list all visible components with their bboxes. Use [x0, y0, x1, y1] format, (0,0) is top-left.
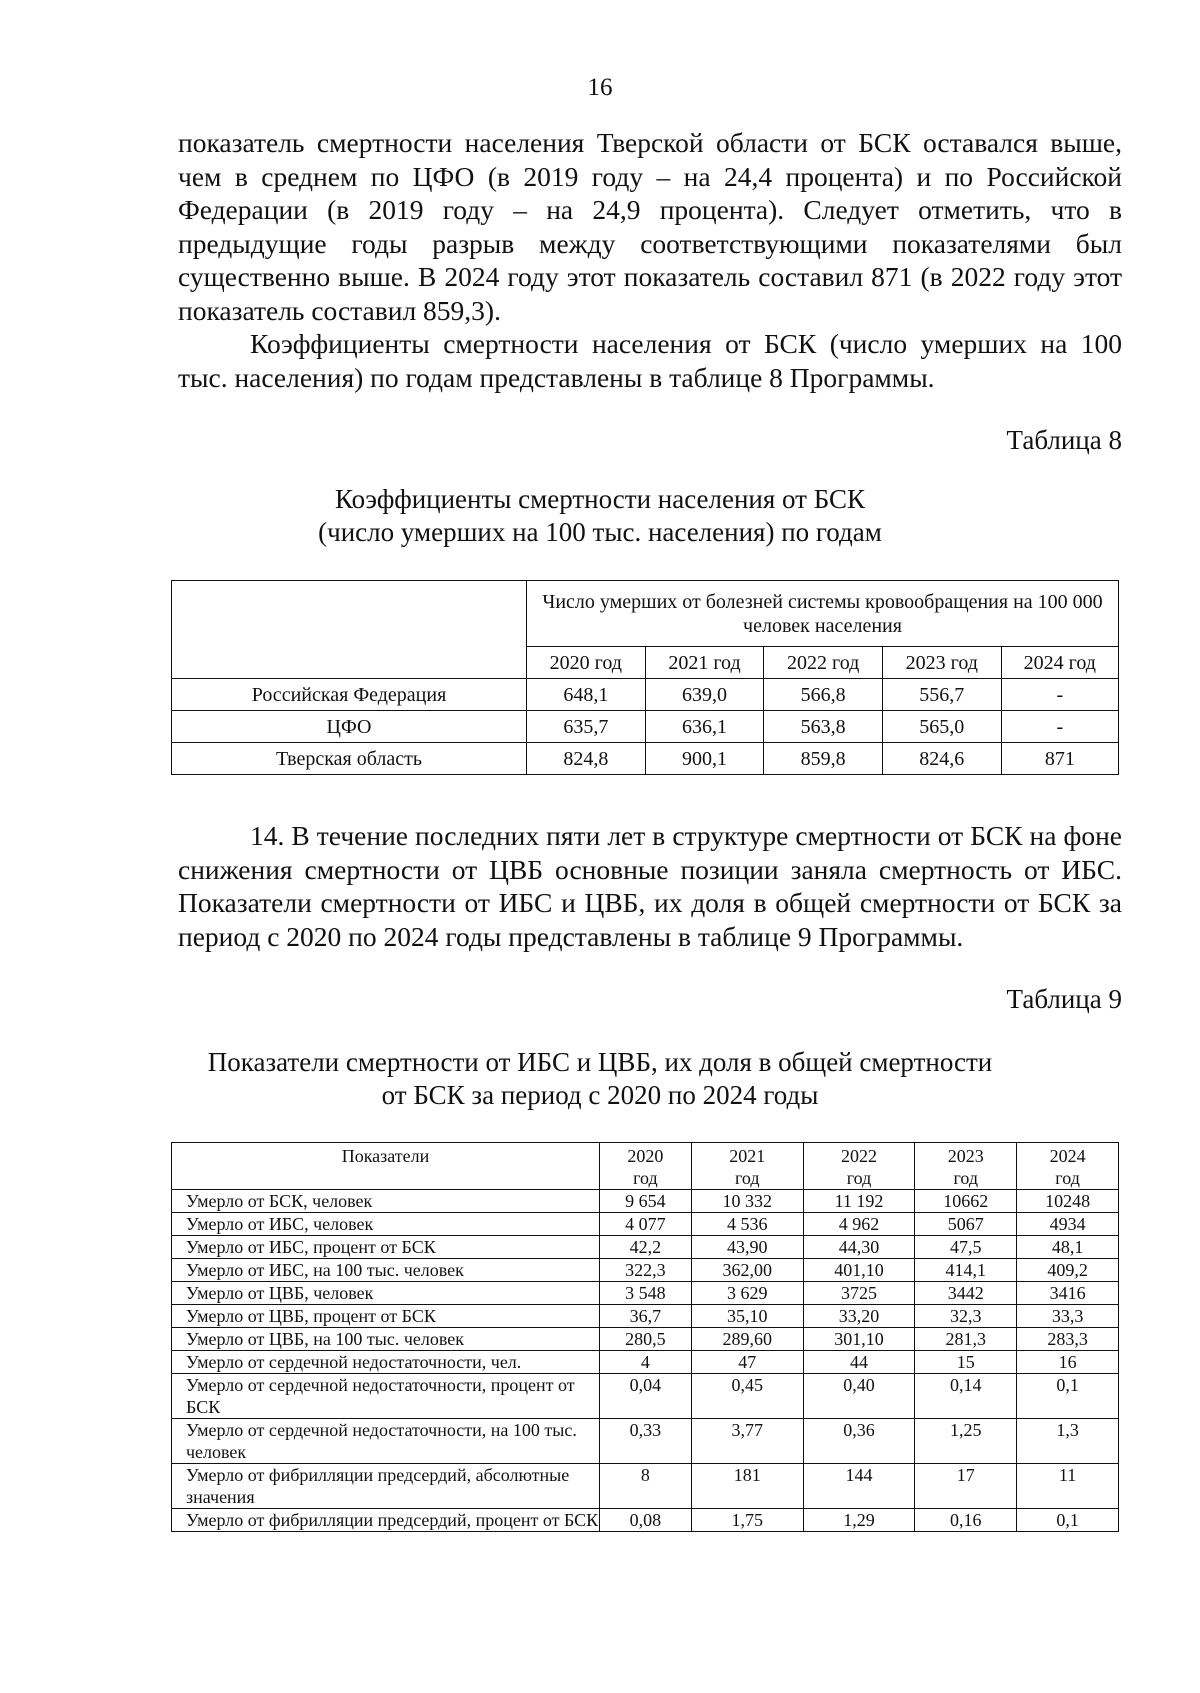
table9-cell: 4934	[1017, 1213, 1119, 1236]
table9-cell: 36,7	[600, 1305, 692, 1328]
table8-title-line1: Коэффициенты смертности населения от БСК	[334, 484, 866, 514]
table8-row	[172, 711, 1119, 743]
table9-year-header	[915, 1143, 1017, 1190]
table8-cell: 639,0	[645, 679, 764, 711]
table9-year-unit: год	[953, 1168, 979, 1188]
table9-row-label: Умерло от ЦВБ, на 100 тыс. человек	[172, 1328, 600, 1351]
table9-row-label: Умерло от ЦВБ, человек	[172, 1282, 600, 1305]
table9-cell: 362,00	[691, 1259, 803, 1282]
table8-row-label: Российская Федерация	[172, 679, 527, 711]
table8-year-header: 2021 год	[645, 647, 764, 679]
table9-year-unit: год	[734, 1168, 760, 1188]
table9-cell: 280,5	[600, 1328, 692, 1351]
page-number: 16	[587, 74, 613, 101]
table9-cell: 4 077	[600, 1213, 692, 1236]
table9-cell: 4	[600, 1351, 692, 1374]
table9-row	[172, 1236, 1119, 1259]
table9-cell: 401,10	[803, 1259, 915, 1282]
table8-cell: 824,6	[882, 743, 1001, 775]
table9-cell: 47,5	[915, 1236, 1017, 1259]
paragraph-table8-reference: Коэффициенты смертности населения от БСК (число умерших на 100 тыс. населения) по годам представлены в таблице 8 Программы.	[178, 328, 1122, 393]
table9-row-label: Умерло от фибрилляции предсердий, процент от БСК	[172, 1509, 600, 1532]
table9-cell: 3725	[803, 1282, 915, 1305]
table9-cell: 10248	[1017, 1190, 1119, 1213]
table8-year-header: 2022 год	[764, 647, 883, 679]
table8-cell: 824,8	[527, 743, 646, 775]
table9-year: 2020	[627, 1146, 664, 1166]
table9-cell: 5067	[915, 1213, 1017, 1236]
table9-cell: 0,1	[1017, 1509, 1119, 1532]
table8-cell: 900,1	[645, 743, 764, 775]
table9-year-unit: год	[846, 1168, 872, 1188]
table9-cell: 33,20	[803, 1305, 915, 1328]
table9-row	[172, 1213, 1119, 1236]
table9-cell: 3 629	[691, 1282, 803, 1305]
table8-cell: 859,8	[764, 743, 883, 775]
table9-cell: 3,77	[691, 1419, 803, 1464]
table9-cell: 3442	[915, 1282, 1017, 1305]
table9-title	[0, 1046, 1200, 1112]
table9-row	[172, 1190, 1119, 1213]
table9-row-label: Умерло от ЦВБ, процент от БСК	[172, 1305, 600, 1328]
table9-cell: 42,2	[600, 1236, 692, 1259]
table9-year: 2023	[947, 1146, 984, 1166]
table9-year-header	[600, 1143, 692, 1190]
table9-cell: 43,90	[691, 1236, 803, 1259]
table9-cell: 47	[691, 1351, 803, 1374]
table9-row	[172, 1464, 1119, 1509]
paragraph-bsk-mortality-comparison: показатель смертности населения Тверской области от БСК оставался выше, чем в среднем по ЦФО (в 2019 году – на 24,4 процента) и по Российской Федерации (в 2019 году – на 24,9 процента). Следует отметить, что в предыдущие годы разрыв между соответствующими показателями был существенно выше. В 2024 году этот показатель составил 871 (в 2022 году этот показатель составил 859,3).	[178, 127, 1122, 326]
table9-cell: 1,3	[1017, 1419, 1119, 1464]
paragraph-section-14: 14. В течение последних пяти лет в структуре смертности от БСК на фоне снижения смертности от ЦВБ основные позиции заняла смертность от ИБС. Показатели смертности от ИБС и ЦВБ, их доля в общей смертности от БСК за период с 2020 по 2024 годы представлены в таблице 9 Программы.	[178, 820, 1122, 952]
table9-cell: 44	[803, 1351, 915, 1374]
table9-year-unit: год	[633, 1168, 658, 1188]
table8-group-header: Число умерших от болезней системы кровообращения на 100 000 человек населения	[527, 581, 1119, 647]
table9-row	[172, 1282, 1119, 1305]
table9-cell: 1,29	[803, 1509, 915, 1532]
table9-cell: 283,3	[1017, 1328, 1119, 1351]
table9-year-unit: год	[1055, 1168, 1080, 1188]
table9-cell: 16	[1017, 1351, 1119, 1374]
table9-row	[172, 1419, 1119, 1464]
table8	[171, 580, 1119, 775]
table9-cell: 10662	[915, 1190, 1017, 1213]
table9-cell: 1,25	[915, 1419, 1017, 1464]
table8-cell: 556,7	[882, 679, 1001, 711]
table9-cell: 0,08	[600, 1509, 692, 1532]
table8-title	[0, 483, 1200, 549]
table9-cell: 11	[1017, 1464, 1119, 1509]
table9-caption: Таблица 9	[1006, 984, 1122, 1014]
table9-header-label-text: Показатели	[341, 1146, 430, 1166]
table9-cell: 322,3	[600, 1259, 692, 1282]
table9-year-header	[803, 1143, 915, 1190]
table8-year-header: 2023 год	[882, 647, 1001, 679]
table9-cell: 0,04	[600, 1374, 692, 1419]
table9-cell: 33,3	[1017, 1305, 1119, 1328]
table9-cell: 144	[803, 1464, 915, 1509]
table9-cell: 32,3	[915, 1305, 1017, 1328]
table9-year: 2021	[729, 1146, 766, 1166]
table8-row-label: ЦФО	[172, 711, 527, 743]
table8-cell: 648,1	[527, 679, 646, 711]
table9-cell: 281,3	[915, 1328, 1017, 1351]
table9-cell: 0,40	[803, 1374, 915, 1419]
table9-cell: 10 332	[691, 1190, 803, 1213]
table9-year-header	[1017, 1143, 1119, 1190]
table8-caption: Таблица 8	[1006, 425, 1122, 455]
table9-row-label: Умерло от сердечной недостаточности, на 100 тыс. человек	[172, 1419, 600, 1464]
table9-cell: 181	[691, 1464, 803, 1509]
table9-cell: 301,10	[803, 1328, 915, 1351]
table9-row-label: Умерло от фибрилляции предсердий, абсолютные значения	[172, 1464, 600, 1509]
table8-cell: -	[1001, 679, 1118, 711]
table9	[171, 1142, 1119, 1532]
table9-row-label: Умерло от БСК, человек	[172, 1190, 600, 1213]
table8-corner-cell	[172, 581, 527, 679]
table9-row	[172, 1305, 1119, 1328]
table9-cell: 409,2	[1017, 1259, 1119, 1282]
table9-row	[172, 1509, 1119, 1532]
table9-cell: 0,14	[915, 1374, 1017, 1419]
table8-year-header: 2024 год	[1001, 647, 1118, 679]
table9-cell: 9 654	[600, 1190, 692, 1213]
table8-cell: 635,7	[527, 711, 646, 743]
table9-row	[172, 1374, 1119, 1419]
table8-cell: 563,8	[764, 711, 883, 743]
table8-row-label: Тверская область	[172, 743, 527, 775]
table9-cell: 4 536	[691, 1213, 803, 1236]
table9-title-line1: Показатели смертности от ИБС и ЦВБ, их доля в общей смертности	[207, 1047, 993, 1077]
table9-row	[172, 1259, 1119, 1282]
table9-cell: 3 548	[600, 1282, 692, 1305]
table9-year-header	[691, 1143, 803, 1190]
table8-row	[172, 679, 1119, 711]
table9-cell: 289,60	[691, 1328, 803, 1351]
table9-cell: 17	[915, 1464, 1017, 1509]
table9-cell: 15	[915, 1351, 1017, 1374]
table9-cell: 8	[600, 1464, 692, 1509]
table9-cell: 48,1	[1017, 1236, 1119, 1259]
table9-cell: 0,16	[915, 1509, 1017, 1532]
table9-cell: 0,33	[600, 1419, 692, 1464]
table9-row-label: Умерло от сердечной недостаточности, чел.	[172, 1351, 600, 1374]
table9-cell: 0,45	[691, 1374, 803, 1419]
table8-row	[172, 743, 1119, 775]
table8-cell: 636,1	[645, 711, 764, 743]
table9-row-label: Умерло от ИБС, человек	[172, 1213, 600, 1236]
table9-year: 2024	[1049, 1146, 1086, 1166]
table8-cell: 566,8	[764, 679, 883, 711]
table9-cell: 35,10	[691, 1305, 803, 1328]
table9-cell: 4 962	[803, 1213, 915, 1236]
table8-cell: -	[1001, 711, 1118, 743]
table9-row	[172, 1328, 1119, 1351]
table9-row	[172, 1351, 1119, 1374]
table9-cell: 11 192	[803, 1190, 915, 1213]
table8-title-line2: (число умерших на 100 тыс. населения) по годам	[318, 517, 882, 547]
table9-year: 2022	[840, 1146, 877, 1166]
table9-cell: 0,36	[803, 1419, 915, 1464]
table9-title-line2: от БСК за период с 2020 по 2024 годы	[381, 1080, 819, 1110]
table9-cell: 414,1	[915, 1259, 1017, 1282]
table8-cell: 565,0	[882, 711, 1001, 743]
table9-cell: 1,75	[691, 1509, 803, 1532]
table9-cell: 3416	[1017, 1282, 1119, 1305]
table9-row-label: Умерло от ИБС, на 100 тыс. человек	[172, 1259, 600, 1282]
table9-cell: 44,30	[803, 1236, 915, 1259]
table9-header-label	[172, 1143, 600, 1190]
table9-cell: 0,1	[1017, 1374, 1119, 1419]
table8-year-header: 2020 год	[527, 647, 646, 679]
table8-cell: 871	[1001, 743, 1118, 775]
table9-row-label: Умерло от сердечной недостаточности, процент от БСК	[172, 1374, 600, 1419]
table9-row-label: Умерло от ИБС, процент от БСК	[172, 1236, 600, 1259]
